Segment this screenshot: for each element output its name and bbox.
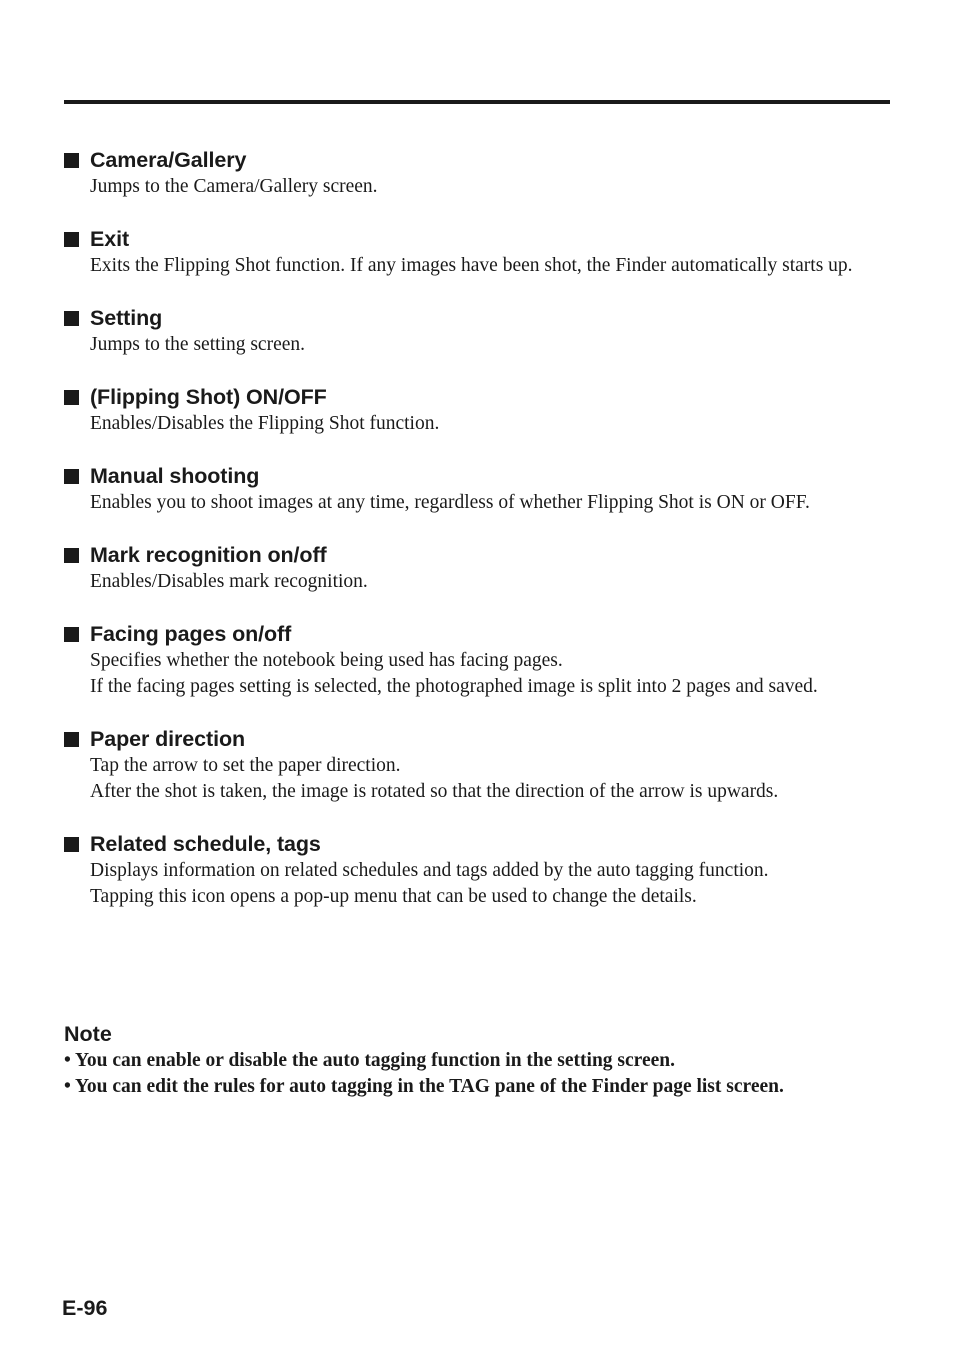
section-camera-gallery [64,146,894,200]
section-text: Tapping this icon opens a pop-up menu that can be used to change the details. [90,886,697,907]
section-heading [64,146,894,174]
note-box [64,1020,924,1100]
section-heading [64,225,894,253]
section-text: Jumps to the Camera/Gallery screen. [90,176,378,197]
section-heading-text: Mark recognition on/off [90,542,327,567]
section-heading [64,462,894,490]
note-item: • You can edit the rules for auto tagging in the TAG pane of the Finder page list screen. [64,1076,784,1097]
square-bullet-icon [64,732,79,747]
square-bullet-icon [64,627,79,642]
section-body [64,332,894,358]
section-heading [64,830,894,858]
section-body [64,648,894,700]
section-heading [64,725,894,753]
section-heading-text: (Flipping Shot) ON/OFF [90,384,327,409]
section-text: Jumps to the setting screen. [90,334,306,355]
section-heading-text: Related schedule, tags [90,831,321,856]
note-title: Note [64,1022,112,1046]
section-heading [64,383,894,411]
square-bullet-icon [64,153,79,168]
square-bullet-icon [64,548,79,563]
section-text: Enables/Disables mark recognition. [90,571,368,592]
section-text: Tap the arrow to set the paper direction. [90,755,401,776]
section-heading-text: Setting [90,305,163,330]
square-bullet-icon [64,469,79,484]
section-facing-pages [64,620,894,700]
section-text: Enables/Disables the Flipping Shot function. [90,413,440,434]
section-heading [64,304,894,332]
section-exit [64,225,894,279]
section-body [64,490,894,516]
section-flipping-shot-toggle [64,383,894,437]
section-text: Enables you to shoot images at any time, regardless of whether Flipping Shot is ON or OFF. [90,492,810,513]
header-rule [64,100,890,104]
section-heading-text: Camera/Gallery [90,147,247,172]
section-text: Displays information on related schedules and tags added by the auto tagging function. [90,860,769,881]
square-bullet-icon [64,311,79,326]
square-bullet-icon [64,837,79,852]
section-paper-direction [64,725,894,805]
section-text: If the facing pages setting is selected, the photographed image is split into 2 pages and saved. [90,676,818,697]
note-item: • You can enable or disable the auto tagging function in the setting screen. [64,1050,675,1071]
square-bullet-icon [64,232,79,247]
section-body [64,858,894,910]
section-body [64,753,894,805]
section-text: After the shot is taken, the image is rotated so that the direction of the arrow is upwards. [90,781,779,802]
section-body [64,253,894,279]
section-mark-recognition [64,541,894,595]
section-heading-text: Facing pages on/off [90,621,292,646]
section-heading-text: Exit [90,226,130,251]
section-related-schedule-tags [64,830,894,910]
section-list [64,146,894,935]
section-body [64,174,894,200]
section-heading [64,541,894,569]
section-body [64,411,894,437]
page-number: E-96 [62,1296,108,1320]
section-setting [64,304,894,358]
section-text: Specifies whether the notebook being used has facing pages. [90,650,563,671]
section-heading-text: Paper direction [90,726,246,751]
section-heading-text: Manual shooting [90,463,260,488]
section-manual-shooting [64,462,894,516]
square-bullet-icon [64,390,79,405]
section-heading [64,620,894,648]
note-list [64,1048,924,1100]
section-body [64,569,894,595]
section-text: Exits the Flipping Shot function. If any images have been shot, the Finder automatically starts up. [90,255,853,276]
